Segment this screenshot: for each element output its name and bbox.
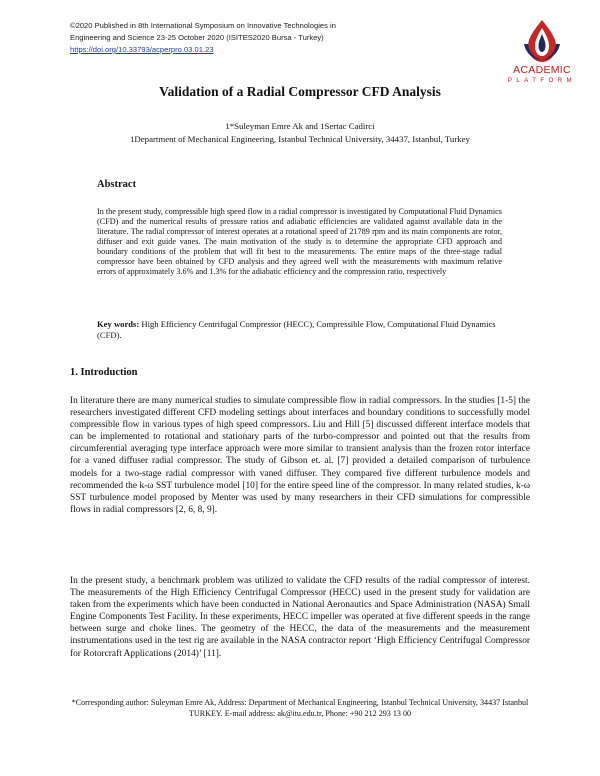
corresponding-author-footnote: *Corresponding author: Suleyman Emre Ak, Address: Department of Mechanical Engineering, Istanbul Technical University, 34437 Istanbul TURKEY. E-mail address: ak@itu.edu.tr, Phone: +90 212 293 13 00: [71, 698, 529, 718]
keywords: [97, 319, 502, 341]
academic-platform-logo: [498, 14, 586, 94]
paper-title: Validation of a Radial Compressor CFD Analysis: [159, 84, 441, 99]
header-line-2: Engineering and Science 23-25 October 2020 (ISITES2020 Bursa - Turkey): [70, 33, 324, 42]
abstract-text: In the present study, compressible high speed flow in a radial compressor is investigated by Computational Fluid Dynamics (CFD) and the numerical results of pressure ratios and adiabatic efficiencies are validated against available data in the literature. The radial compressor of interest operates at a rotational speed of 21789 rpm and its main components are rotor, diffuser and exit guide vanes. The main motivation of the study is to determine the appropriate CFD approach and boundary conditions of the problem that will fit best to the measurements. The entire maps of the three-stage radial compressor have been obtained by CFD analysis and they agreed well with the measurements with maximum relative errors of approximately 3.6% and 1.3% for the adiabatic efficiency and the compression ratio, respectively: [97, 207, 502, 276]
logo-title: ACADEMIC: [513, 64, 571, 76]
keywords-text: High Efficiency Centrifugal Compressor (HECC), Compressible Flow, Computational Fluid Dynamics (CFD).: [97, 319, 496, 340]
intro-paragraph-1: In literature there are many numerical studies to simulate compressible flow in radial compressors. In the studies [1-5] the researchers investigated different CFD modeling settings about interfaces and boundary conditions to successfully model compressible flow in various types of high speed compressors. Liu and Hill [5] discussed different interface models that can be implemented to rotational and stationary parts of the turbo-compressor and pointed out that the results from circumferential averaging type interface approach were more similar to transient analysis than the frozen rotor interface for a vaned diffuser radial compressor. The study of Gibson et. al. [7] provided a detailed comparison of turbulence models for a two-stage radial compressor with vaned diffuser. They compared five different turbulence models and recommended the k-ω SST turbulence model [10] for the entire speed line of the compressor. In many related studies, k-ω SST turbulence model proposed by Menter was used by many researchers in their CFD simulations for compressible flows in radial compressors [2, 6, 8, 9].: [70, 396, 530, 515]
header-line-1: ©2020 Published in 8th International Symposium on Innovative Technologies in: [70, 21, 336, 30]
authors: 1*Suleyman Emre Ak and 1Sertac Cadirci: [225, 121, 375, 131]
intro-paragraph-2: In the present study, a benchmark problem was utilized to validate the CFD results of the radial compressor of interest. The measurements of the High Efficiency Centrifugal Compressor (HECC) used in the present study for validation are taken from the experiments which have been conducted in National Aeronautics and Space Administration (NASA) Small Engine Components Test Facility. In these experiments, HECC impeller was operated at five different speeds in the range between surge and choke lines. The geometry of the HECC, the data of the measurements and the measurement instrumentations used in the test rig are available in the NASA contractor report ‘High Efficiency Centrifugal Compressor for Rotorcraft Applications (2014)’ [11].: [70, 576, 530, 659]
section-heading: 1. Introduction: [70, 367, 138, 378]
doi-link[interactable]: https://doi.org/10.33793/acperpro.03.01.23: [70, 45, 214, 54]
keywords-label: Key words:: [97, 319, 140, 329]
logo-emblem-icon: [498, 14, 586, 66]
logo-subtitle: PLATFORM: [507, 78, 577, 84]
publication-header: [70, 20, 400, 56]
affiliation: 1Department of Mechanical Engineering, Istanbul Technical University, 34437, Istanbul, Turkey: [130, 134, 470, 144]
abstract-heading: Abstract: [97, 179, 137, 190]
